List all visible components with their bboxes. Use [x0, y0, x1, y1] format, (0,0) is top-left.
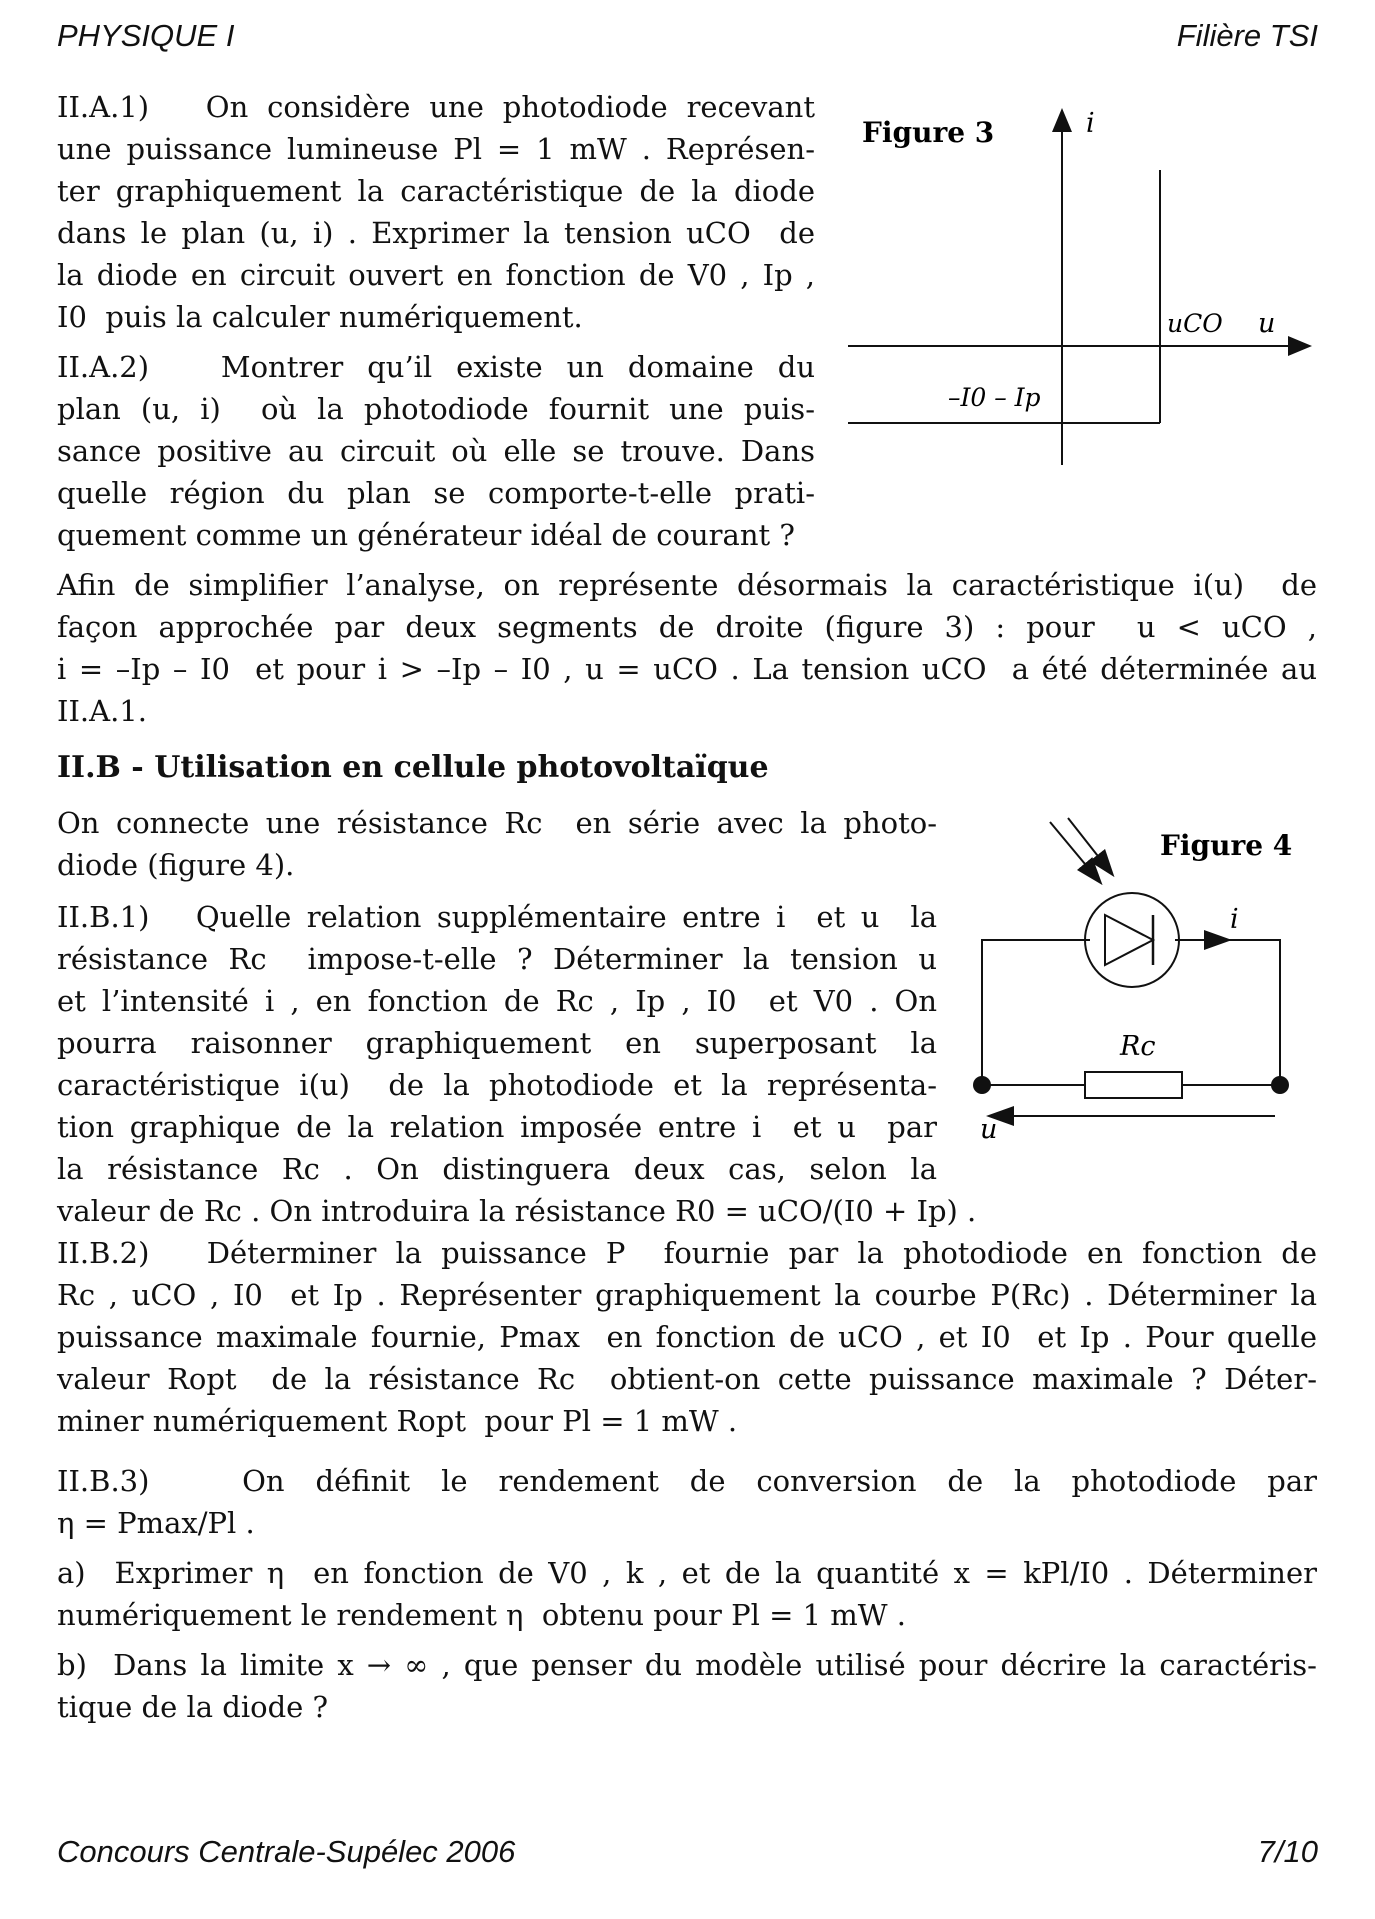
wire-right: [1222, 940, 1280, 1085]
text-line: quement comme un générateur idéal de courant ?: [57, 518, 795, 552]
text-line: II.B.3) On définit le rendement de conversion de la photodiode par: [57, 1464, 1317, 1498]
uco-label: uCO: [1167, 309, 1223, 338]
text-line: diode (figure 4).: [57, 848, 295, 882]
text-line: II.A.2) Montrer qu’il existe un domaine du: [57, 350, 815, 384]
text-line: Afin de simplifier l’analyse, on représente désormais la caractéristique i(u) de: [57, 568, 1317, 602]
text-line: quelle région du plan se comporte-t-elle prati-: [57, 476, 815, 510]
resistor: [1085, 1072, 1182, 1098]
text-line: et l’intensité i , en fonction de Rc , Ip , I0 et V0 . On: [57, 984, 937, 1018]
section-heading: II.B - Utilisation en cellule photovoltaïque: [57, 750, 769, 785]
voltage-label: u: [980, 1114, 998, 1140]
text-line: une puissance lumineuse Pl = 1 mW . Représen-: [57, 132, 815, 166]
figure-3: [840, 100, 1320, 480]
figure-3-title: Figure 3: [862, 116, 995, 149]
text-line: la résistance Rc . On distinguera deux cas, selon la: [57, 1152, 937, 1186]
text-line: ter graphiquement la caractéristique de la diode: [57, 174, 815, 208]
question-II-B-2: [57, 1232, 1317, 1442]
text-line: i = –Ip – I0 et pour i > –Ip – I0 , u = uCO . La tension uCO a été déterminée au: [57, 652, 1317, 686]
text-line: valeur Ropt de la résistance Rc obtient-on cette puissance maximale ? Déter-: [57, 1362, 1317, 1396]
text-line: pourra raisonner graphiquement en superposant la: [57, 1026, 937, 1060]
photodiode-circle: [1085, 893, 1179, 987]
text-line: façon approchée par deux segments de droite (figure 3) : pour u < uCO ,: [57, 610, 1317, 644]
question-II-B-3-a: [57, 1552, 1317, 1636]
question-II-A-2: [57, 346, 815, 556]
diode-triangle-icon: [1105, 915, 1153, 965]
light-ray-icon: [1068, 818, 1112, 874]
i-axis-label: i: [1086, 108, 1095, 139]
text-line: II.B.2) Déterminer la puissance P fournie par la photodiode en fonction de: [57, 1236, 1317, 1270]
figure-4-circuit: [960, 810, 1300, 1140]
node-dot: [1271, 1076, 1289, 1094]
text-line: miner numériquement Ropt pour Pl = 1 mW .: [57, 1404, 738, 1438]
footer-exam-name: Concours Centrale-Supélec 2006: [57, 1834, 516, 1869]
current-label: i: [1230, 904, 1239, 935]
simplification-paragraph: [57, 564, 1317, 732]
question-II-B-3: [57, 1460, 1317, 1544]
text-line: II.A.1) On considère une photodiode recevant: [57, 90, 815, 124]
section-b-intro: [57, 802, 937, 886]
figure-3-graph: [840, 100, 1320, 480]
text-line: II.A.1.: [57, 694, 147, 728]
text-line: On connecte une résistance Rc en série avec la photo-: [57, 806, 937, 840]
text-line: tion graphique de la relation imposée entre i et u par: [57, 1110, 937, 1144]
text-line: plan (u, i) où la photodiode fournit une puis-: [57, 392, 815, 426]
u-axis-label: u: [1258, 308, 1276, 339]
text-line: b) Dans la limite x → ∞ , que penser du modèle utilisé pour décrire la caractéris-: [57, 1648, 1317, 1682]
text-line: caractéristique i(u) de la photodiode et la représenta-: [57, 1068, 937, 1102]
question-II-B-1: [57, 896, 977, 1232]
light-ray-icon: [1050, 822, 1100, 882]
text-line: I0 puis la calculer numériquement.: [57, 300, 583, 334]
text-line: dans le plan (u, i) . Exprimer la tension uCO de: [57, 216, 815, 250]
text-line: numériquement le rendement η obtenu pour Pl = 1 mW .: [57, 1598, 907, 1632]
node-dot: [973, 1076, 991, 1094]
text-line: Rc , uCO , I0 et Ip . Représenter graphiquement la courbe P(Rc) . Déterminer la: [57, 1278, 1317, 1312]
header-track: Filière TSI: [1176, 18, 1318, 53]
wire-left: [982, 940, 1090, 1085]
resistor-label: Rc: [1120, 1031, 1156, 1062]
figure-4: [960, 810, 1300, 1140]
text-line: puissance maximale fournie, Pmax en fonction de uCO , et I0 et Ip . Pour quelle: [57, 1320, 1317, 1354]
header-subject: PHYSIQUE I: [57, 18, 235, 53]
figure-4-title: Figure 4: [1160, 829, 1293, 862]
question-II-A-1: [57, 86, 815, 338]
text-line: η = Pmax/Pl .: [57, 1506, 255, 1540]
text-line: la diode en circuit ouvert en fonction de V0 , Ip ,: [57, 258, 815, 292]
text-line: valeur de Rc . On introduira la résistance R0 = uCO/(I0 + Ip) .: [57, 1194, 977, 1228]
text-line: tique de la diode ?: [57, 1690, 329, 1724]
current-level-label: –I0 – Ip: [948, 383, 1041, 412]
text-line: résistance Rc impose-t-elle ? Déterminer la tension u: [57, 942, 937, 976]
text-line: a) Exprimer η en fonction de V0 , k , et de la quantité x = kPl/I0 . Déterminer: [57, 1556, 1317, 1590]
footer-page-number: 7/10: [1257, 1834, 1318, 1869]
text-line: sance positive au circuit où elle se trouve. Dans: [57, 434, 815, 468]
question-II-B-3-b: [57, 1644, 1317, 1728]
text-line: II.B.1) Quelle relation supplémentaire entre i et u la: [57, 900, 937, 934]
